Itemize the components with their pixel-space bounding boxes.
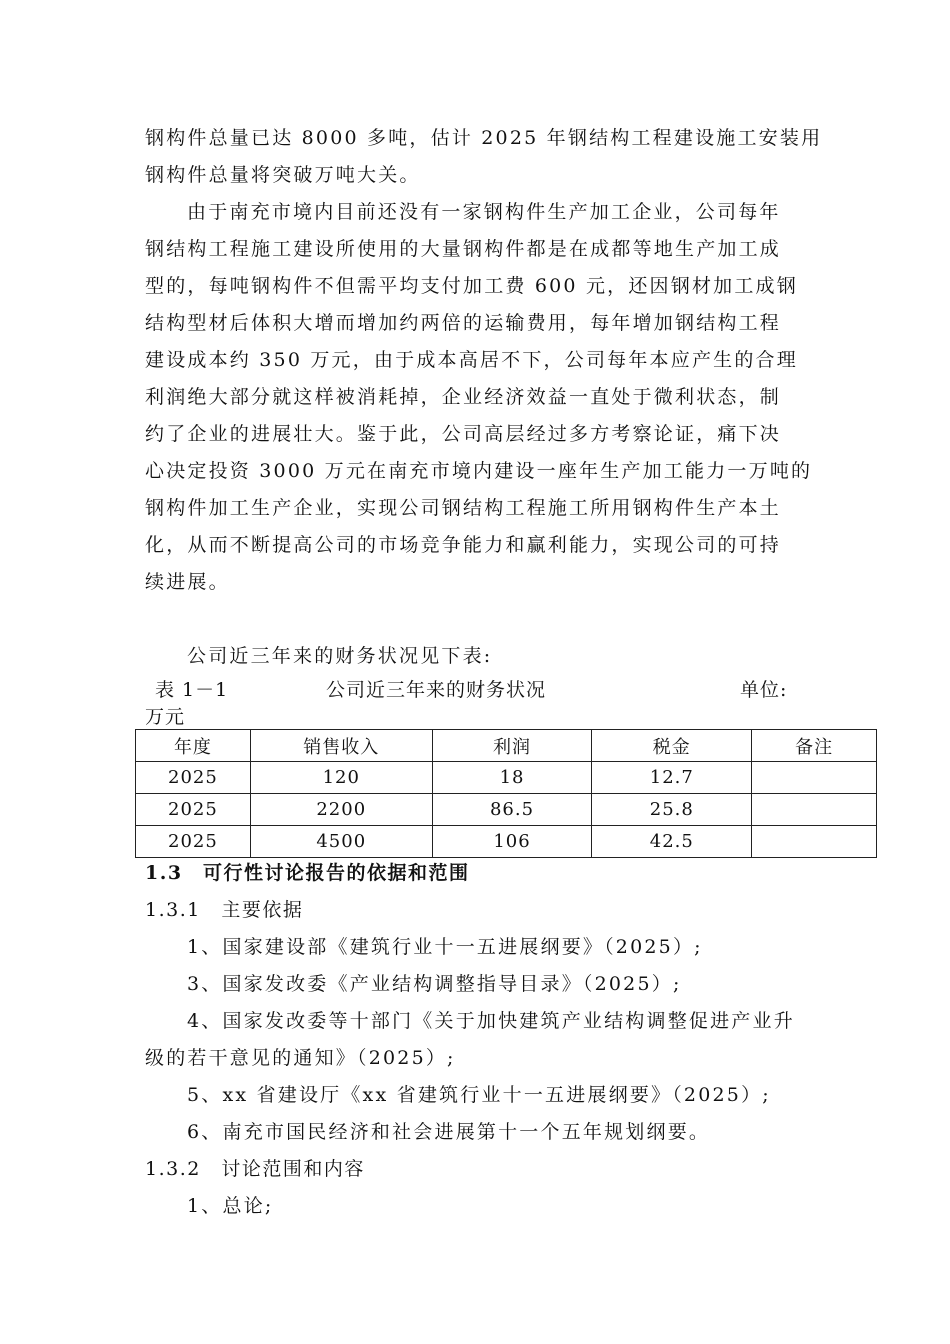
table-cell: 86.5 — [432, 794, 592, 826]
list-item-continued: 级的若干意见的通知》（2025）; — [145, 1047, 456, 1069]
table-cell: 25.8 — [592, 794, 752, 826]
section-heading-1-3: 1.3 可行性讨论报告的依据和范围 — [145, 862, 470, 884]
paragraph-line: 续进展。 — [145, 571, 230, 593]
table-row — [136, 794, 877, 826]
table-cell: 2025 — [136, 826, 251, 858]
column-header: 年度 — [136, 730, 251, 762]
table-intro: 公司近三年来的财务状况见下表: — [187, 645, 493, 667]
paragraph-line: 钢构件加工生产企业，实现公司钢结构工程施工所用钢构件生产本土 — [145, 497, 782, 519]
table-unit-label: 单位: — [740, 679, 788, 701]
column-header: 利润 — [432, 730, 592, 762]
list-item: 5、xx 省建设厅《xx 省建筑行业十一五进展纲要》（2025）; — [187, 1084, 771, 1106]
list-item: 1、总论; — [187, 1195, 274, 1217]
table-row — [136, 762, 877, 794]
table-cell: 120 — [250, 762, 432, 794]
section-heading-1-3-2: 1.3.2 讨论范围和内容 — [145, 1158, 365, 1180]
column-header: 销售收入 — [250, 730, 432, 762]
paragraph-line: 心决定投资 3000 万元在南充市境内建设一座年生产加工能力一万吨的 — [145, 460, 813, 482]
financial-table — [135, 729, 877, 858]
table-cell: 2025 — [136, 762, 251, 794]
paragraph-line: 钢构件总量将突破万吨大关。 — [145, 164, 421, 186]
table-cell: 18 — [432, 762, 592, 794]
list-item: 3、国家发改委《产业结构调整指导目录》（2025）; — [187, 973, 682, 995]
table-cell: 2025 — [136, 794, 251, 826]
table-cell: 42.5 — [592, 826, 752, 858]
column-header: 税金 — [592, 730, 752, 762]
column-header: 备注 — [752, 730, 877, 762]
table-cell — [752, 762, 877, 794]
table-cell: 4500 — [250, 826, 432, 858]
table-cell: 12.7 — [592, 762, 752, 794]
table-cell — [752, 826, 877, 858]
paragraph-line: 约了企业的进展壮大。鉴于此，公司高层经过多方考察论证，痛下决 — [145, 423, 782, 445]
list-item: 6、南充市国民经济和社会进展第十一个五年规划纲要。 — [187, 1121, 711, 1143]
table-number: 表 1－1 — [155, 679, 229, 701]
paragraph-line: 钢结构工程施工建设所使用的大量钢构件都是在成都等地生产加工成 — [145, 238, 782, 260]
paragraph-line: 钢构件总量已达 8000 多吨，估计 2025 年钢结构工程建设施工安装用 — [145, 127, 823, 149]
table-header-row — [136, 730, 877, 762]
paragraph-line: 由于南充市境内目前还没有一家钢构件生产加工企业，公司每年 — [187, 201, 781, 223]
section-heading-1-3-1: 1.3.1 主要依据 — [145, 899, 304, 921]
paragraph-line: 利润绝大部分就这样被消耗掉，企业经济效益一直处于微利状态，制 — [145, 386, 782, 408]
table-title: 公司近三年来的财务状况 — [326, 679, 547, 701]
list-item: 4、国家发改委等十部门《关于加快建筑产业结构调整促进产业升 — [187, 1010, 795, 1032]
table-cell — [752, 794, 877, 826]
paragraph-line: 结构型材后体积大增而增加约两倍的运输费用，每年增加钢结构工程 — [145, 312, 782, 334]
paragraph-line: 型的，每吨钢构件不但需平均支付加工费 600 元，还因钢材加工成钢 — [145, 275, 798, 297]
paragraph-line: 化，从而不断提高公司的市场竞争能力和赢利能力，实现公司的可持 — [145, 534, 782, 556]
list-item: 1、国家建设部《建筑行业十一五进展纲要》（2025）; — [187, 936, 703, 958]
table-cell: 106 — [432, 826, 592, 858]
paragraph-line: 建设成本约 350 万元，由于成本高居不下，公司每年本应产生的合理 — [145, 349, 798, 371]
table-row — [136, 826, 877, 858]
table-cell: 2200 — [250, 794, 432, 826]
table-unit-value: 万元 — [145, 706, 186, 728]
